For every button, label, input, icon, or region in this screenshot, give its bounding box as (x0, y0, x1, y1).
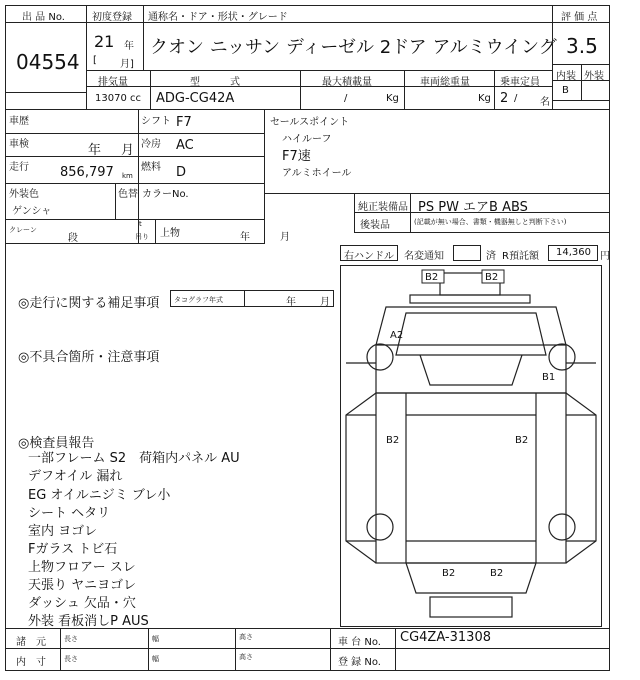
dims-label: 諸 元 (16, 637, 46, 648)
inspector-line: EG オイルニジミ ブレ小 (28, 488, 171, 503)
shift-label: シフト (141, 116, 171, 127)
interior-grade: B (562, 85, 569, 96)
sales-label: セールスポイント (270, 117, 350, 128)
fuel-value: D (176, 165, 187, 180)
width-label: 幅 (152, 635, 159, 643)
kg-unit-1: Kg (386, 93, 399, 104)
damage-mark-b2: B2 (442, 568, 456, 579)
sales-point-2: F7速 (282, 149, 311, 164)
truck-damage-diagram (340, 265, 602, 627)
exterior-label: 外装 (584, 71, 604, 82)
damage-mark-a2: A2 (390, 330, 404, 341)
inner-height-label: 高さ (239, 653, 253, 661)
footer-box (5, 628, 610, 671)
reg-no-label: 登 録 No. (338, 657, 381, 668)
recycle-fee-unit: 円 (600, 251, 610, 262)
aftermarket-note: (記載が無い場合、書類・機器無しと判断下さい) (414, 218, 567, 226)
capacity-label: 乗車定員 (500, 77, 540, 88)
inner-width-label: 幅 (152, 655, 159, 663)
recycle-fee-value: 14,360 (556, 247, 591, 258)
exterior-color-label: 外装色 (9, 189, 39, 200)
capacity-unit: 名 (540, 97, 550, 108)
crane-step: 段 (68, 233, 78, 244)
mileage-label: 走行 (9, 162, 29, 173)
score-value: 3.5 (566, 34, 598, 58)
damage-mark-b2: B2 (490, 568, 504, 579)
inspector-line: デフオイル 漏れ (28, 469, 123, 484)
inspector-line: Fガラス トビ石 (28, 542, 118, 557)
model-value: ADG-CG42A (156, 91, 235, 106)
chassis-value: CG4ZA-31308 (400, 630, 491, 645)
length-label: 長さ (64, 635, 78, 643)
body-label: 上物 (160, 228, 180, 239)
first-reg-label: 初度登録 (92, 12, 132, 23)
inspector-line: 一部フレーム S2 荷箱内パネル AU (28, 451, 240, 466)
damage-mark-b2: B2 (485, 272, 499, 283)
inspector-line: 上物フロアー スレ (28, 560, 136, 575)
tacho-month: 月 (320, 297, 330, 308)
first-reg-bracket: [ (93, 55, 97, 66)
shift-value: F7 (176, 115, 192, 130)
lot-no-label: 出 品 No. (22, 12, 65, 23)
max-load-sep: / (344, 93, 348, 104)
crane-label: クレーン (9, 226, 37, 234)
standard-equipment-value: PS PW エアB ABS (418, 200, 528, 215)
capacity-sep: / (514, 93, 518, 104)
inspector-section-label: ◎検査員報告 (18, 436, 95, 451)
aftermarket-label: 後装品 (360, 220, 390, 231)
color-no-label: カラーNo. (142, 189, 189, 200)
chassis-label: 車 台 No. (338, 637, 381, 648)
tacho-section-label: ◎走行に関する補足事項 (18, 296, 160, 311)
mileage-value: 856,797 (60, 165, 114, 180)
inspector-line: ダッシュ 欠品・穴 (28, 596, 136, 611)
name-change-label: 名変通知 (404, 251, 444, 262)
damage-mark-b2: B2 (386, 435, 400, 446)
inspector-line: 天張り ヤニヨゴレ (28, 578, 137, 593)
capacity-value: 2 (500, 91, 509, 106)
score-label: 評 価 点 (561, 12, 598, 23)
rhd-label: 右ハンドル (344, 251, 394, 262)
first-reg-year: 21 (94, 32, 115, 51)
exterior-color-value: ゲンシャ (12, 206, 52, 217)
damage-mark-b2: B2 (515, 435, 529, 446)
ac-label: 冷房 (141, 139, 161, 150)
interior-label: 内装 (556, 71, 576, 82)
model-label: 型 式 (190, 77, 240, 88)
color-change-label: 色替 (118, 189, 138, 200)
damage-mark-b1: B1 (542, 372, 556, 383)
max-load-label: 最大積載量 (322, 77, 372, 88)
sales-point-1: ハイルーフ (282, 134, 332, 145)
grade-text: クオン ニッサン ディーゼル 2ドア アルミウイング (150, 37, 557, 58)
name-change-box (453, 245, 481, 261)
crane-hang: 吊り (135, 233, 149, 241)
inspection-label: 車検 (9, 139, 29, 150)
displacement-label: 排気量 (98, 77, 128, 88)
body-month: 月 (280, 232, 290, 243)
ac-value: AC (176, 138, 194, 153)
standard-equipment-label: 純正装備品 (358, 202, 408, 213)
recycle-done: 済 (486, 251, 496, 262)
inspector-line: 外装 看板消しP AUS (28, 614, 149, 629)
inner-length-label: 長さ (64, 655, 78, 663)
mileage-unit: km (122, 172, 133, 180)
gross-weight-label: 車両総重量 (420, 77, 470, 88)
body-year: 年 (240, 232, 250, 243)
defects-section-label: ◎不具合箇所・注意事項 (18, 350, 160, 365)
first-reg-year-unit: 年 (124, 41, 134, 52)
vehicle-info-box (5, 109, 265, 244)
inspector-line: シート ヘタリ (28, 506, 111, 521)
inspector-line: 室内 ヨゴレ (28, 524, 98, 539)
grade-label: 通称名・ドア・形状・グレード (148, 12, 288, 23)
lot-no: 04554 (16, 50, 80, 74)
truck-outline (346, 273, 596, 617)
height-label: 高さ (239, 633, 253, 641)
displacement-unit: cc (130, 93, 141, 104)
inspection-year-unit: 年 (88, 143, 102, 158)
history-label: 車歴 (9, 116, 29, 127)
first-reg-month-unit: 月] (120, 59, 134, 70)
tacho-label: タコグラフ年式 (174, 296, 223, 304)
crane-t: t (139, 220, 142, 228)
sales-point-3: アルミホイール (282, 168, 352, 179)
damage-marks (386, 270, 555, 579)
fuel-label: 燃料 (141, 162, 161, 173)
recycle-fee-label: R預託額 (502, 251, 539, 262)
tacho-year: 年 (286, 297, 296, 308)
displacement-value: 13070 (95, 93, 127, 104)
damage-mark-b2: B2 (425, 272, 439, 283)
inspection-month-unit: 月 (121, 143, 135, 158)
inner-dims-label: 内 寸 (16, 657, 46, 668)
kg-unit-2: Kg (478, 93, 491, 104)
